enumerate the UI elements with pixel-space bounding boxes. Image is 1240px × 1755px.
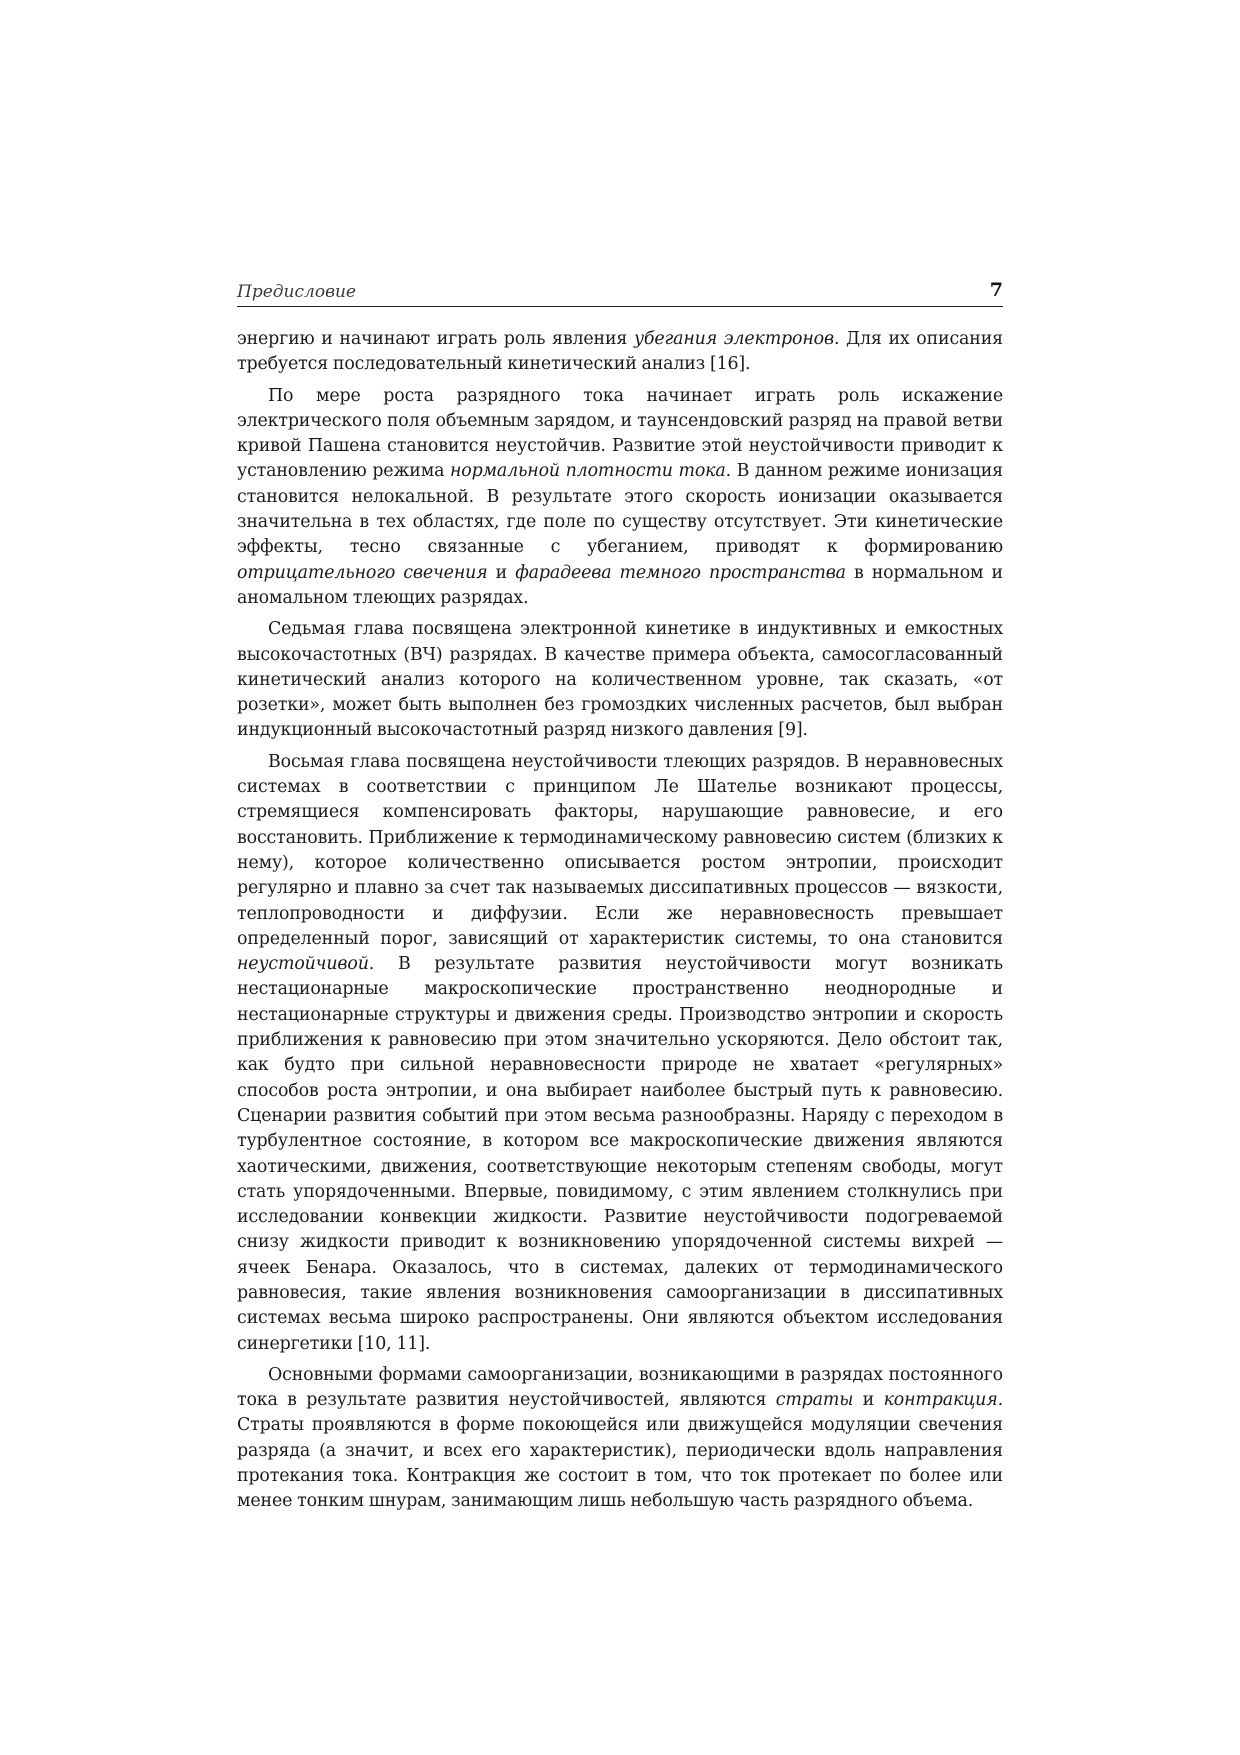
- emphasized-term: фарадеева темного пространства: [515, 562, 846, 583]
- text-segment: энергию и начинают играть роль явления: [237, 329, 634, 349]
- emphasized-term: отрицательного свечения: [237, 562, 488, 583]
- text-segment: и: [487, 562, 516, 583]
- paragraph-4: [237, 750, 1003, 1357]
- book-page: [237, 279, 1003, 1521]
- text-segment: Основными формами самоорганизации, возникающими в разрядах постоянного тока в результате развития неустойчивостей, являются: [237, 1364, 1003, 1411]
- paragraph-1: [237, 327, 1003, 378]
- running-head: [237, 279, 1003, 307]
- emphasized-term: нормальной плотности тока: [449, 461, 726, 482]
- emphasized-term: убегания электронов: [633, 329, 834, 349]
- text-segment: . В данном режиме ионизация становится нелокальной. В результате этого скорость ионизации оказывается значительна в тех областях, где поле по существу отсутствует. Эти кинетические эффекты, тесно связанные с убеганием, приводят к формированию: [237, 461, 1003, 558]
- paragraph-3: [237, 617, 1003, 743]
- chapter-title: Предисловие: [237, 282, 356, 302]
- text-segment: По мере роста разрядного тока начинает играть роль искажение электрического поля объемным зарядом, и таунсендовский разряд на правой ветви кривой Пашена становится неустойчив. Развитие этой неустойчивости приводит к установлению режима: [237, 385, 1003, 482]
- text-segment: . Страты проявляются в форме покоющейся или движущейся модуляции свечения разряда (а значит, и всех его характеристик), периодически вдоль направления протекания тока. Контракция же состоит в том, что ток протекает по более или менее тонким шнурам, занимающим лишь небольшую часть разрядного объема.: [237, 1390, 1003, 1512]
- emphasized-term: страты: [775, 1390, 854, 1411]
- text-segment: . Для их описания требуется последовательный кинетический анализ [16].: [237, 329, 1003, 375]
- paragraph-5: [237, 1363, 1003, 1515]
- paragraph-2: [237, 384, 1003, 612]
- page-number: 7: [989, 279, 1003, 301]
- body-text: [237, 327, 1003, 1515]
- text-segment: Седьмая глава посвящена электронной кинетике в индуктивных и емкостных высокочастотных (ВЧ) разрядах. В качестве примера объекта, самосогласованный кинетический анализ которого на количественном уровне, так сказать, «от розетки», может быть выполнен без громоздких численных расчетов, был выбран индукционный высокочастотный разряд низкого давления [9].: [237, 619, 1003, 741]
- text-segment: в нормальном и аномальном тлеющих разрядах.: [237, 562, 1003, 608]
- text-segment: Восьмая глава посвящена неустойчивости тлеющих разрядов. В неравновесных системах в соответствии с принципом Ле Шателье возникают процессы, стремящиеся компенсировать факторы, нарушающие равновесие, и его восстановить. Приближение к термодинамическому равновесию систем (близких к нему), которое количественно описывается ростом энтропии, происходит регулярно и плавно за счет так называемых диссипативных процессов — вязкости, теплопроводности и диффузии. Если же неравновесность превышает определенный порог, зависящий от характеристик системы, то она становится: [237, 751, 1003, 949]
- text-segment: . В результате развития неустойчивости могут возникать нестационарные макроскопические пространственно неоднородные и нестационарные структуры и движения среды. Производство энтропии и скорость приближения к равновесию при этом значительно ускоряются. Дело обстоит так, как будто при сильной неравновесности природе не хватает «регулярных» способов роста энтропии, и она выбирает наиболее быстрый путь к равновесию. Сценарии развития событий при этом весьма разнообразны. Наряду с переходом в турбулентное состояние, в котором все макроскопические движения являются хаотическими, движения, соответствующие некоторым степеням свободы, могут стать упорядоченными. Впервые, повидимому, с этим явлением столкнулись при исследовании конвекции жидкости. Развитие неустойчивости подогреваемой снизу жидкости приводит к возникновению упорядоченной системы вихрей — ячеек Бенара. Оказалось, что в системах, далеких от термодинамического равновесия, такие явления возникновения самоорганизации в диссипативных системах весьма широко распространены. Они являются объектом исследования синергетики [10, 11].: [237, 954, 1003, 1354]
- emphasized-term: неустойчивой: [237, 954, 369, 975]
- emphasized-term: контракция: [883, 1390, 998, 1411]
- text-segment: и: [853, 1390, 884, 1411]
